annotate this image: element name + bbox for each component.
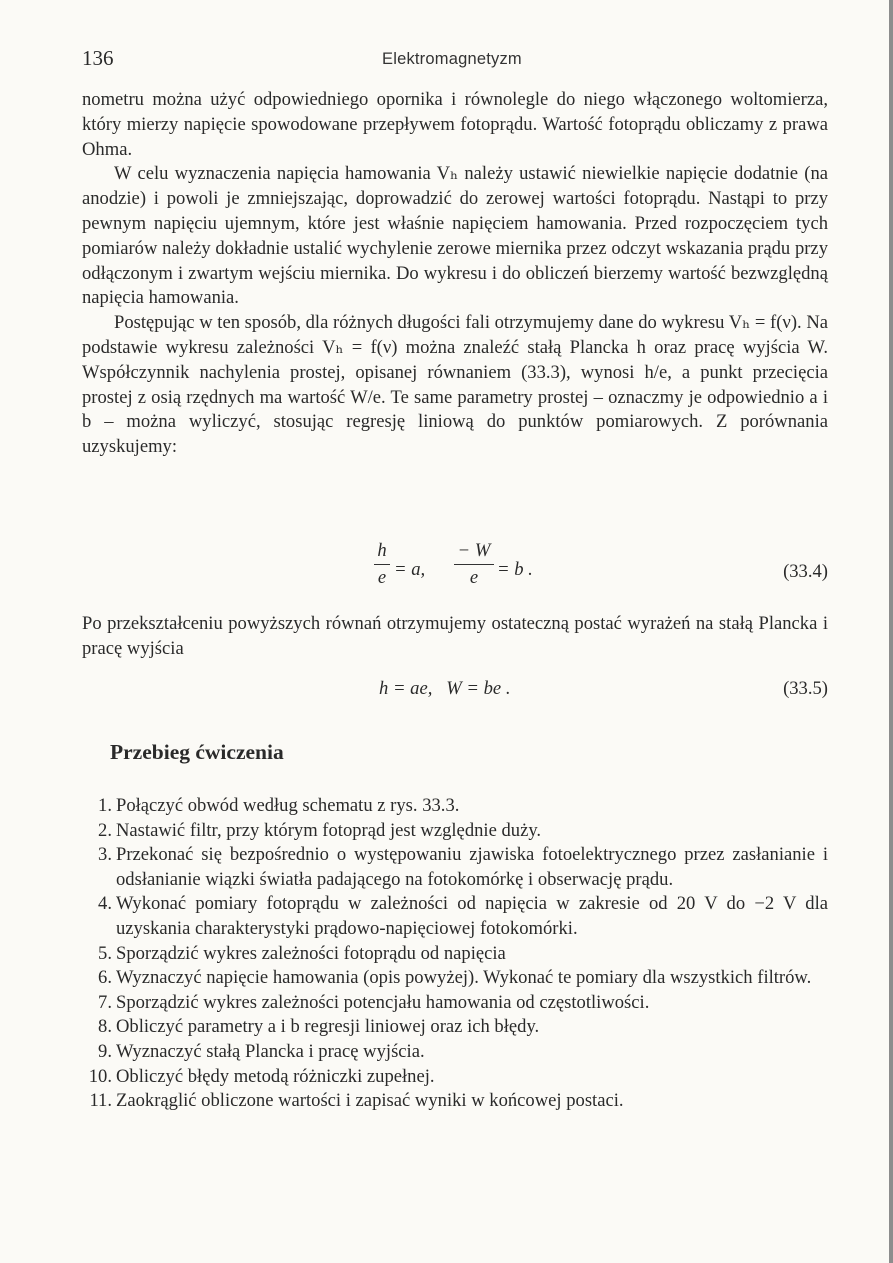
fraction-h-over-e	[374, 540, 390, 589]
fraction-denominator: e	[377, 567, 387, 588]
fraction-numerator: h	[377, 540, 387, 561]
paragraph-4: Po przekształceniu powyższych równań otrzymujemy ostateczną postać wyrażeń na stałą Plancka i pracę wyjścia	[82, 613, 828, 659]
fraction-numerator: − W	[457, 540, 491, 561]
list-item: 5. Sporządzić wykres zależności fotoprądu od napięcia	[98, 942, 506, 964]
equation-33-5	[82, 678, 828, 704]
list-item: 9. Wyznaczyć stałą Plancka i pracę wyjścia.	[98, 1040, 425, 1062]
running-title: Elektromagnetyzm	[382, 50, 522, 68]
equation-number: (33.5)	[783, 678, 828, 699]
list-item: 6. Wyznaczyć napięcie hamowania (opis powyżej). Wykonać te pomiary dla wszystkich filtrów.	[98, 967, 812, 989]
fraction-denominator: e	[469, 567, 479, 588]
paragraph-3: Postępując w ten sposób, dla różnych długości fali otrzymujemy dane do wykresu Vₕ = f(ν). Na podstawie wykresu zależności Vₕ = f(ν) można znaleźć stałą Plancka h oraz pracę wyjścia W. Współczynnik nachylenia prostej, opisanej równaniem (33.3), wynosi h/e, a punkt przecięcia prostej z osią rzędnych ma wartość W/e. Te same parametry prostej – oznaczmy je odpowiednio a i b – można wyliczyć, stosując regresję liniową do punktów pomiarowych. Z porównania uzyskujemy:	[82, 312, 828, 458]
list-item: 7. Sporządzić wykres zależności potencjału hamowania od częstotliwości.	[98, 991, 650, 1013]
list-item: 3. Przekonać się bezpośrednio o występowaniu zjawiska fotoelektrycznego przez zasłanianie i odsłanianie wiązki światła padającego na fotokomórkę i obserwację prądu.	[98, 844, 828, 890]
paragraph-2: W celu wyznaczenia napięcia hamowania Vₕ należy ustawić niewielkie napięcie dodatnie (na anodzie) i powoli je zmniejszając, doprowadzić do zerowej wartości fotoprądu. Nastąpi to przy pewnym napięciu ujemnym, które jest właśnie napięciem hamowania. Przed rozpoczęciem tych pomiarów należy dokładnie ustalić wychylenie zerowe miernika przez odczyt wskazania prądu przy odłączonym i zwartym wejściu miernika. Do wykresu i do obliczeń bierzemy wartość bezwzględną napięcia hamowania.	[82, 163, 828, 309]
page-header	[82, 46, 822, 74]
list-item: 10. Obliczyć błędy metodą różniczki zupełnej.	[88, 1065, 435, 1087]
equation-33-4	[82, 540, 828, 596]
fraction-bar	[454, 564, 494, 565]
list-item: 4. Wykonać pomiary fotoprądu w zależności od napięcia w zakresie od 20 V do −2 V dla uzyskania charakterystyki prądowo-napięciowej fotokomórki.	[98, 893, 828, 939]
list-item: 1. Połączyć obwód według schematu z rys. 33.3.	[98, 795, 460, 816]
section-heading: Przebieg ćwiczenia	[110, 740, 284, 764]
body-text-2	[82, 612, 828, 662]
equation-rhs-b: = b .	[497, 559, 533, 580]
equation-rhs-a: = a,	[394, 559, 426, 580]
fraction-bar	[374, 564, 390, 565]
scan-edge	[889, 0, 893, 1263]
list-item: 11. Zaokrąglić obliczone wartości i zapisać wyniki w końcowej postaci.	[89, 1090, 624, 1112]
list-item: 2. Nastawić filtr, przy którym fotoprąd jest względnie duży.	[98, 819, 542, 841]
body-text	[82, 88, 828, 460]
equation-text: h = ae, W = be .	[379, 678, 511, 699]
fraction-minus-w-over-e	[454, 540, 494, 589]
page-number: 136	[82, 46, 114, 70]
equation-number: (33.4)	[783, 561, 828, 582]
steps-list	[82, 794, 828, 1114]
paragraph-1: nometru można użyć odpowiedniego opornika i równolegle do niego włączonego woltomierza, który mierzy napięcie spowodowane przepływem fotoprądu. Wartość fotoprądu obliczamy z prawa Ohma.	[82, 89, 828, 160]
list-item: 8. Obliczyć parametry a i b regresji liniowej oraz ich błędy.	[98, 1016, 540, 1038]
